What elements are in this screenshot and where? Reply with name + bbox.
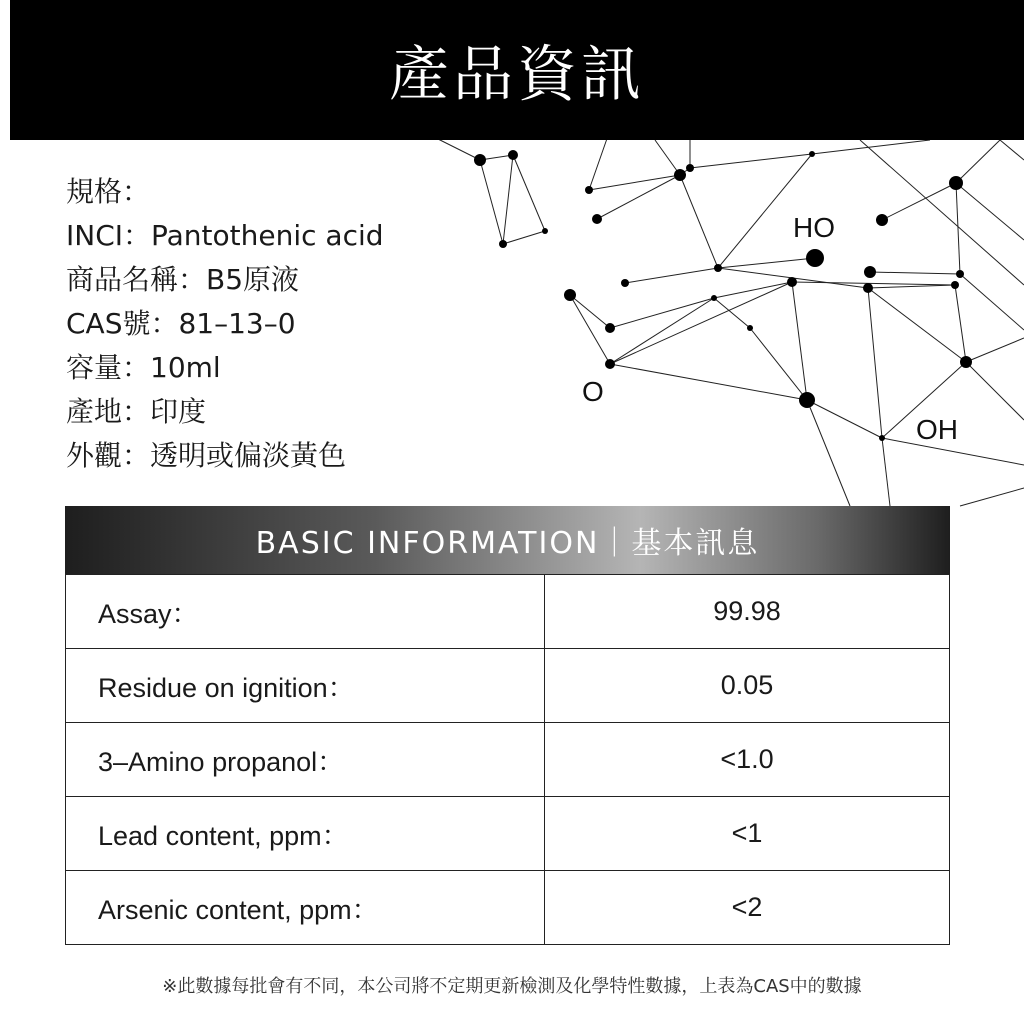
row-label-assay: Assay：	[66, 575, 545, 649]
molecule-label-oh: OH	[916, 414, 958, 445]
row-value-amino-propanol: <1.0	[545, 723, 950, 797]
molecule-label-o: O	[582, 376, 604, 407]
row-label-amino-propanol: 3–Amino propanol：	[66, 723, 545, 797]
row-value-lead: <1	[545, 797, 950, 871]
row-value-arsenic: <2	[545, 871, 950, 945]
spec-list	[66, 170, 384, 478]
molecule-bonds	[420, 130, 1024, 506]
molecule-label-ho: HO	[793, 212, 835, 243]
table-row	[66, 871, 950, 945]
row-label-arsenic: Arsenic content, ppm：	[66, 871, 545, 945]
molecule-atoms	[474, 150, 972, 441]
page-title: 產品資訊	[389, 40, 645, 110]
basic-info-table	[65, 506, 950, 945]
spec-item-appearance: 外觀：透明或偏淡黃色	[66, 439, 347, 472]
row-value-residue: 0.05	[545, 649, 950, 723]
spec-heading: 規格：	[66, 175, 151, 208]
header-bar	[10, 0, 1024, 140]
spec-item-volume: 容量：10ml	[66, 351, 221, 384]
spec-item-origin: 產地：印度	[66, 395, 207, 428]
spec-item-product-name: 商品名稱：B5原液	[66, 263, 300, 296]
spec-item-cas: CAS號：81–13–0	[66, 307, 296, 340]
table-row	[66, 649, 950, 723]
row-label-lead: Lead content, ppm：	[66, 797, 545, 871]
table-row	[66, 723, 950, 797]
footnote: ※此數據每批會有不同，本公司將不定期更新檢測及化學特性數據，上表為CAS中的數據	[162, 976, 862, 997]
row-value-assay: 99.98	[545, 575, 950, 649]
table-title: BASIC INFORMATION｜基本訊息	[65, 506, 950, 574]
row-label-residue: Residue on ignition：	[66, 649, 545, 723]
table-row	[66, 575, 950, 649]
table-row	[66, 797, 950, 871]
info-table-grid	[65, 574, 950, 945]
spec-item-inci: INCI：Pantothenic acid	[66, 219, 384, 252]
